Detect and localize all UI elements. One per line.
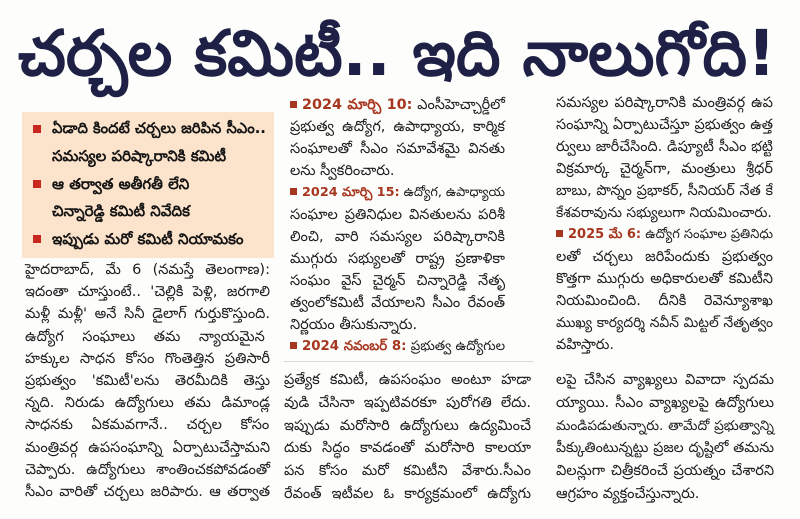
highlight-item bbox=[22, 116, 274, 169]
highlight-line: చిన్నారెడ్డి కమిటీ నివేదిక bbox=[52, 201, 190, 220]
timeline-line: సంఘాన్ని ఏర్పాటుచేస్తూ ప్రభుత్వం ఉత్త bbox=[556, 117, 773, 133]
timeline-line: వహిస్తారు. bbox=[556, 337, 615, 353]
highlight-line: ఆ తర్వాత అతీగతీ లేని bbox=[52, 175, 190, 193]
article-line: సాధనకు ఏకమవగానే.. చర్చల కోసం bbox=[25, 417, 270, 434]
timeline-line: బాబు, పొన్నం ప్రభాకర్, సీనియర్ నేత కే bbox=[556, 183, 773, 199]
timeline-line: సమస్యల పరిష్కారానికి మంత్రివర్గ ఉప bbox=[556, 95, 773, 111]
timeline-line: లతో చర్చలు జరిపేందుకు ప్రభుత్వం bbox=[556, 249, 773, 265]
timeline-date: 2024 మార్చి 15: bbox=[302, 185, 400, 200]
timeline-column-right bbox=[556, 92, 774, 356]
highlight-item bbox=[22, 226, 274, 253]
article-line: ఇదంతా చూస్తుంటే.. 'చెల్లికి పెళ్లి, జరగాలి bbox=[25, 284, 271, 301]
timeline-line: విక్రమార్క చైర్మన్‌గా, మంత్రులు శ్రీధర్ bbox=[556, 161, 773, 177]
article-line: ఇప్పుడు మరోసారి ఉద్యోగులు ఉద్యమించే bbox=[284, 417, 531, 434]
timeline-line: సంఘం వైస్ చైర్మన్ చిన్నారెడ్డి నేతృ bbox=[290, 273, 506, 289]
article-column-middle bbox=[284, 369, 532, 506]
timeline-line: లించి, వారి సమస్యల పరిష్కారానికి bbox=[290, 229, 505, 245]
timeline-line: కొత్తగా ముగ్గురు అధికారులతో కమిటీని bbox=[556, 271, 773, 287]
article-line: లపై చేసిన వ్యాఖ్యలు వివాదా స్పదమ bbox=[556, 372, 774, 388]
article-line: పీక్కుతింటున్నట్టు ప్రజల దృష్టిలో తమను bbox=[556, 440, 774, 457]
timeline-line: నిర్ణయం తీసుకున్నారు. bbox=[290, 317, 418, 333]
article-line: య్యాయి. సీఎం వ్యాఖ్యలపై ఉద్యోగులు bbox=[556, 394, 774, 411]
article-line: రేవంత్ ఇటీవల ఓ కార్యక్రమంలో ఉద్యోగు bbox=[284, 485, 531, 502]
timeline-entry bbox=[290, 336, 506, 358]
highlight-line: ఇప్పుడు మరో కమిటీ నియామకం bbox=[52, 230, 244, 248]
article-line: మళ్లీ మళ్లీ' అనే సినీ డైలాగ్ గుర్తుకొస్తుంది. bbox=[25, 306, 271, 323]
bullet-square-icon bbox=[33, 125, 41, 133]
timeline-date: 2024 నవంబర్ 8: bbox=[302, 339, 407, 354]
square-marker-icon bbox=[290, 101, 297, 108]
timeline-entry bbox=[556, 224, 774, 246]
article-column-right bbox=[556, 369, 775, 506]
article-line: హక్కుల సాధన కోసం గొంతెత్తిన ప్రతిసారీ bbox=[25, 350, 270, 367]
article-line: విలన్లుగా చిత్రీకరించే ప్రయత్నం చేశారని bbox=[556, 463, 775, 480]
timeline-line: సంఘాల ప్రతినిధుల వినతులను పరిశీ bbox=[290, 207, 506, 223]
timeline-line: త్వంలోకమిటీ వేయాలని సీఎం రేవంత్ bbox=[290, 295, 505, 311]
article-line: ప్రభుత్వం 'కమిటీ'లను తెరమీదికి తెస్తు bbox=[25, 372, 270, 389]
timeline-text: ఎంసీహెచ్చార్డీలో bbox=[417, 97, 505, 113]
timeline-line: ముఖ్య కార్యదర్శి నవీన్ మిట్టల్ నేతృత్వం bbox=[556, 315, 773, 331]
article-line: మంత్రివర్గ ఉపసంఘాన్ని ఏర్పాటుచేస్తామని bbox=[25, 439, 271, 456]
highlight-item bbox=[22, 171, 274, 224]
bullet-square-icon bbox=[33, 235, 41, 243]
article-column-left bbox=[25, 259, 271, 503]
article-line: సీఎం వారితో చర్చలు జరిపారు. ఆ తర్వాత bbox=[25, 483, 270, 500]
article-line: ఉద్యోగ సంఘాలు తమ న్యాయమైన bbox=[25, 328, 265, 345]
timeline-text: ఉద్యోగ, ఉపాధ్యాయ bbox=[403, 185, 506, 200]
dateline: హైదరాబాద్, మే 6 (నమస్తే తెలంగాణ): bbox=[25, 262, 270, 278]
highlight-line: ఏడాది కిందటే చర్చలు జరిపిన సీఎం.. bbox=[52, 120, 266, 137]
headline: చర్చల కమిటీ.. ఇది నాలుగోది! bbox=[18, 16, 776, 90]
article-line: ప్రత్యేక కమిటీ, ఉపసంఘం అంటూ హడా bbox=[284, 372, 531, 388]
article-line: వుడి చేసినా ఇప్పటివరకూ పురోగతి లేదు. bbox=[284, 394, 532, 411]
timeline-text: ప్రభుత్వ ఉద్యోగుల bbox=[410, 339, 506, 354]
timeline-line: ర్వులు జారీచేసింది. డిప్యూటీ సీఎం భట్టి bbox=[556, 139, 773, 155]
square-marker-icon bbox=[290, 342, 297, 349]
timeline-column-middle bbox=[290, 94, 506, 358]
highlights-box bbox=[22, 112, 274, 258]
article-line: చెప్పారు. ఉద్యోగులు శాంతించకపోవడంతో bbox=[25, 461, 270, 478]
timeline-line: నియమించింది. దీనికి రెవెన్యూశాఖ bbox=[556, 293, 773, 309]
timeline-entry bbox=[290, 94, 506, 116]
timeline-text: ఉద్యోగ సంఘాల ప్రతినిధు bbox=[645, 227, 773, 242]
article-line: పన కోసం మరో కమిటీని వేశారు.సీఎం bbox=[284, 463, 531, 480]
square-marker-icon bbox=[290, 188, 297, 195]
square-marker-icon bbox=[556, 230, 563, 237]
article-line: ఆగ్రహం వ్యక్తంచేస్తున్నారు. bbox=[556, 485, 700, 502]
timeline-line: కేశవరావును సభ్యులుగా నియమించారు. bbox=[556, 205, 772, 221]
timeline-line: ముగ్గురు సభ్యులతో రాష్ట్ర ప్రణాళికా bbox=[290, 251, 505, 267]
timeline-line: సంఘాలతో సీఎం సమావేశమై వినతు bbox=[290, 141, 505, 157]
article-line: దుకు సిద్ధం కావడంతో మరోసారి కాలయా bbox=[284, 440, 531, 457]
article-line: మండిపడుతున్నారు. తామేదో ప్రభుత్వాన్ని bbox=[556, 417, 774, 434]
timeline-line: ప్రభుత్వ ఉద్యోగ, ఉపాధ్యాయ, కార్మిక bbox=[290, 119, 505, 135]
timeline-divider bbox=[284, 361, 534, 362]
highlight-line: సమస్యల పరిష్కారానికి కమిటీ bbox=[52, 146, 227, 165]
article-line: న్నది. నిరుడు ఉద్యోగులు తమ డిమాండ్ల bbox=[25, 395, 270, 412]
timeline-date: 2025 మే 6: bbox=[568, 227, 642, 242]
timeline-date: 2024 మార్చి 10: bbox=[302, 97, 413, 113]
timeline-entry bbox=[290, 182, 506, 204]
timeline-line: లను స్వీకరించారు. bbox=[290, 163, 395, 179]
bullet-square-icon bbox=[33, 180, 41, 188]
